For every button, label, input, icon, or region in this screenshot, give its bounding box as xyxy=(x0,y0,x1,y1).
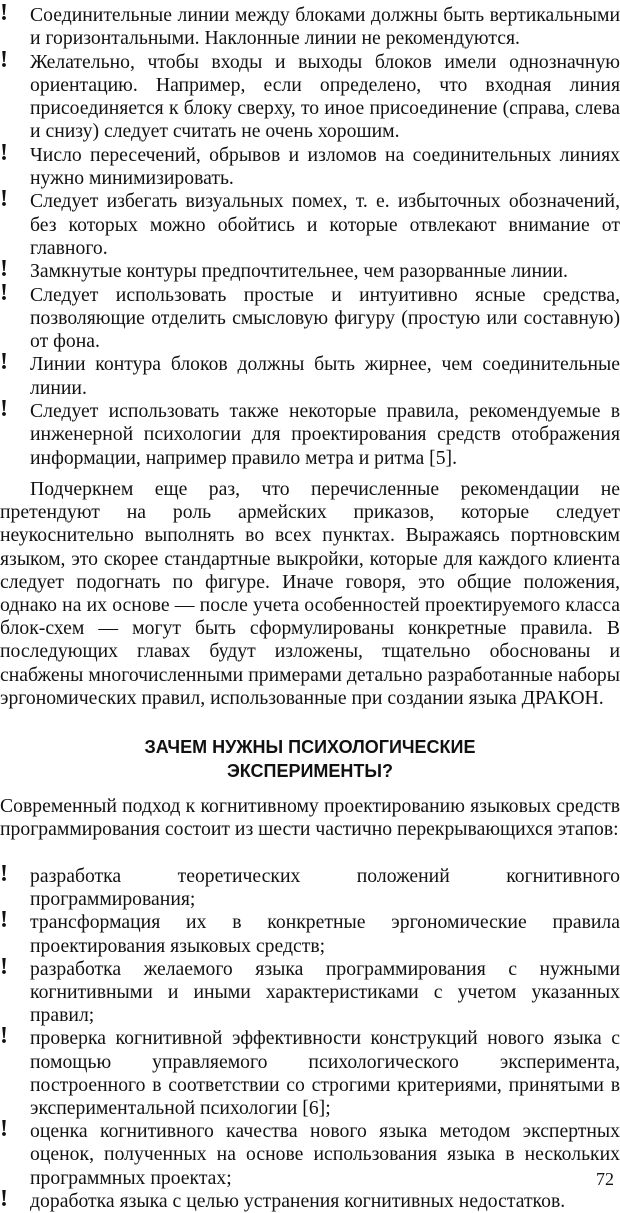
exclamation-bullet-icon: ! xyxy=(0,861,8,887)
list-item-text: Следует использовать простые и интуитивно ясные средства, позволяющие отделить смысловую фигуру (простую или составную) от фона. xyxy=(30,283,620,353)
list-item-text: Число пересечений, обрывов и изломов на соединительных линиях нужно минимизировать. xyxy=(30,143,620,190)
section-heading-line: ЭКСПЕРИМЕНТЫ? xyxy=(226,761,394,781)
list-item-text: Соединительные линии между блоками должны быть вертикальными и горизонтальными. Наклонные линии не рекомендуются. xyxy=(30,4,620,50)
list-item xyxy=(0,953,620,1028)
exclamation-bullet-icon: ! xyxy=(0,1185,8,1212)
list-item xyxy=(0,0,620,51)
exclamation-bullet-icon: ! xyxy=(0,46,8,73)
exclamation-bullet-icon: ! xyxy=(0,279,8,306)
list-item-text: Следует использовать также некоторые правила, рекомендуемые в инженерной психологии для проектирования средств отображения информации, например правило метра и ритма [5]. xyxy=(30,400,620,469)
body-paragraph: Подчеркнем еще раз, что перечисленные рекомендации не претендуют на роль армейских приказов, которые следует неукоснительно выполнять во всех пунктах. Выражаясь портновским языком, это скорее стандартные выкройки, которые для каждого клиента следует подогнать по фигуре. Иначе говоря, это общие положения, однако на их основе — после учета особенностей проектируемого класса блок-схем — могут быть сформулированы конкретные правила. В последующих главах будут изложены, тщательно обоснованы и снабжены многочисленными примерами детально разработанные наборы эргономических правил, использованные при создании языка ДРАКОН. xyxy=(0,478,620,709)
list-item xyxy=(0,186,620,260)
exclamation-bullet-icon: ! xyxy=(0,186,8,213)
list-item xyxy=(0,861,620,911)
list-item xyxy=(0,279,620,354)
list-item xyxy=(0,396,620,470)
list-item-text: Желательно, чтобы входы и выходы блоков имели однозначную ориентацию. Например, если определено, что входная линия присоединяется к блоку сверху, то иное присоединение (справа, слева и снизу) следует считать не очень хорошим. xyxy=(30,50,620,143)
exclamation-bullet-icon: ! xyxy=(0,1023,8,1050)
list-item-text: разработка желаемого языка программирования с нужными когнитивными и иными характеристиками с учетом указанных правил; xyxy=(30,957,620,1027)
section-heading-line: ЗАЧЕМ НУЖНЫ ПСИХОЛОГИЧЕСКИЕ xyxy=(144,737,476,757)
list-item xyxy=(0,256,620,283)
list-item xyxy=(0,907,620,957)
list-item xyxy=(0,1185,620,1213)
exclamation-bullet-icon: ! xyxy=(0,953,8,980)
list-item-text: проверка когнитивной эффективности конструкций нового языка с помощью управляемого психологического эксперимента, построенного в соответствии со строгими критериями, принятыми в экспериментальной психологии [6]; xyxy=(30,1027,620,1120)
recommendations-list xyxy=(0,0,620,470)
list-item-text: Линии контура блоков должны быть жирнее, чем соединительные линии. xyxy=(30,353,620,399)
list-item-text: разработка теоретических положений когнитивного программирования; xyxy=(30,865,620,911)
list-item-text: Следует избегать визуальных помех, т. е. избыточных обозначений, без которых можно обойтись и которые отвлекают внимание от главного. xyxy=(30,190,620,259)
exclamation-bullet-icon: ! xyxy=(0,256,8,283)
list-item xyxy=(0,349,620,400)
exclamation-bullet-icon: ! xyxy=(0,907,8,934)
page-number: 72 xyxy=(596,1169,614,1189)
list-item xyxy=(0,46,620,144)
exclamation-bullet-icon: ! xyxy=(0,0,8,26)
exclamation-bullet-icon: ! xyxy=(0,139,8,166)
list-item xyxy=(0,139,620,191)
stages-list xyxy=(0,861,620,1213)
exclamation-bullet-icon: ! xyxy=(0,1116,8,1143)
list-item-text: Замкнутые контуры предпочтительнее, чем разорванные линии. xyxy=(30,260,568,283)
list-item-text: оценка когнитивного качества нового языка методом экспертных оценок, полученных на основе использования языка в нескольких программных проектах; xyxy=(30,1120,620,1189)
list-item xyxy=(0,1023,620,1120)
exclamation-bullet-icon: ! xyxy=(0,349,8,376)
intro-paragraph: Современный подход к когнитивному проектированию языковых средств программирования состоит из шести частично перекрывающихся этапов: xyxy=(0,795,620,841)
section-heading xyxy=(0,735,620,783)
exclamation-bullet-icon: ! xyxy=(0,396,8,423)
list-item xyxy=(0,1116,620,1190)
list-item-text: доработка языка с целью устранения когнитивных недостатков. xyxy=(30,1189,566,1212)
list-item-text: трансформация их в конкретные эргономические правила проектирования языковых средств; xyxy=(30,911,620,957)
